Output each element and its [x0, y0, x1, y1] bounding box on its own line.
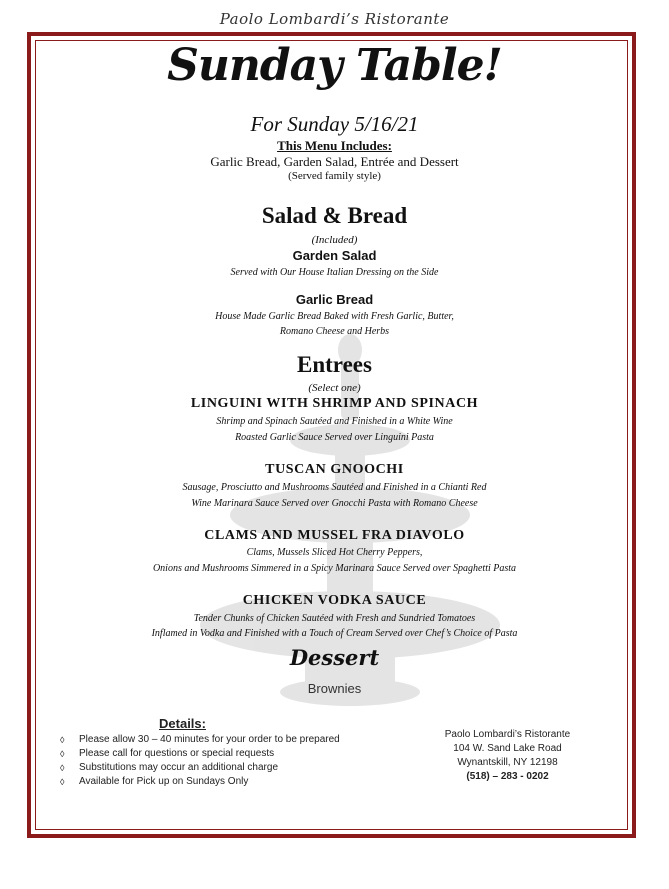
salad-bread-heading: Salad & Bread [261, 203, 408, 228]
diamond-bullet-icon: ◊ [60, 735, 65, 745]
details-item [60, 761, 390, 775]
entree-desc: Clams, Mussels Sliced Hot Cherry Peppers, [246, 547, 423, 558]
includes-label: This Menu Includes: [277, 138, 392, 153]
details-item [60, 733, 390, 747]
diamond-bullet-icon: ◊ [60, 763, 65, 773]
dessert-heading: Dessert [289, 645, 380, 670]
dessert-item: Brownies [307, 681, 362, 696]
entree-name: LINGUINI WITH SHRIMP AND SPINACH [190, 396, 479, 411]
entree-desc: Inflamed in Vodka and Finished with a Touch of Cream Served over Chef’s Choice of Pasta [151, 628, 518, 639]
details-item-text: Substitutions may occur an additional charge [79, 762, 279, 773]
details-item-text: Available for Pick up on Sundays Only [79, 776, 249, 787]
address-phone: (518) – 283 - 0202 [466, 771, 549, 782]
diamond-bullet-icon: ◊ [60, 777, 65, 787]
entree-name: CHICKEN VODKA SAUCE [242, 593, 427, 608]
details-title: Details: [159, 716, 206, 731]
entree-desc: Sausage, Prosciutto and Mushrooms Sautéed and Finished in a Chianti Red [182, 482, 487, 493]
address-street: 104 W. Sand Lake Road [453, 743, 562, 754]
served-note: (Served family style) [288, 170, 381, 182]
details-item [60, 775, 390, 789]
garden-salad-desc: Served with Our House Italian Dressing on the Side [230, 267, 439, 278]
address-block [425, 728, 590, 784]
menu-title: Sunday Table! [167, 40, 502, 91]
garlic-bread-desc-2: Romano Cheese and Herbs [279, 326, 390, 337]
includes-items: Garlic Bread, Garden Salad, Entrée and Dessert [210, 154, 459, 169]
address-name: Paolo Lombardi’s Ristorante [444, 729, 571, 740]
entree-desc: Wine Marinara Sauce Served over Gnocchi Pasta with Romano Cheese [191, 498, 478, 509]
entree-name: TUSCAN GNOOCHI [265, 462, 404, 477]
entree-desc: Shrimp and Spinach Sautéed and Finished in a White Wine [216, 416, 453, 427]
garden-salad-name: Garden Salad [292, 248, 377, 263]
diamond-bullet-icon: ◊ [60, 749, 65, 759]
menu-date: For Sunday 5/16/21 [250, 112, 419, 136]
address-city: Wynantskill, NY 12198 [457, 757, 558, 768]
restaurant-header: Paolo Lombardi’s Ristorante [219, 10, 450, 28]
details-list [60, 733, 390, 789]
entree-name: CLAMS AND MUSSEL FRA DIAVOLO [204, 528, 465, 543]
details-section [60, 716, 390, 789]
salad-bread-note: (Included) [311, 234, 358, 246]
entree-desc: Onions and Mushrooms Simmered in a Spicy Marinara Sauce Served over Spaghetti Pasta [152, 563, 517, 574]
entree-desc: Tender Chunks of Chicken Sautéed with Fresh and Sundried Tomatoes [193, 613, 476, 624]
garlic-bread-name: Garlic Bread [295, 292, 374, 307]
details-item [60, 747, 390, 761]
garlic-bread-desc-1: House Made Garlic Bread Baked with Fresh Garlic, Butter, [215, 311, 454, 322]
entrees-note: (Select one) [308, 382, 361, 394]
details-item-text: Please call for questions or special requests [79, 748, 275, 759]
details-item-text: Please allow 30 – 40 minutes for your order to be prepared [79, 734, 340, 745]
entree-desc: Roasted Garlic Sauce Served over Linguini Pasta [235, 432, 434, 443]
entrees-heading: Entrees [297, 352, 372, 377]
